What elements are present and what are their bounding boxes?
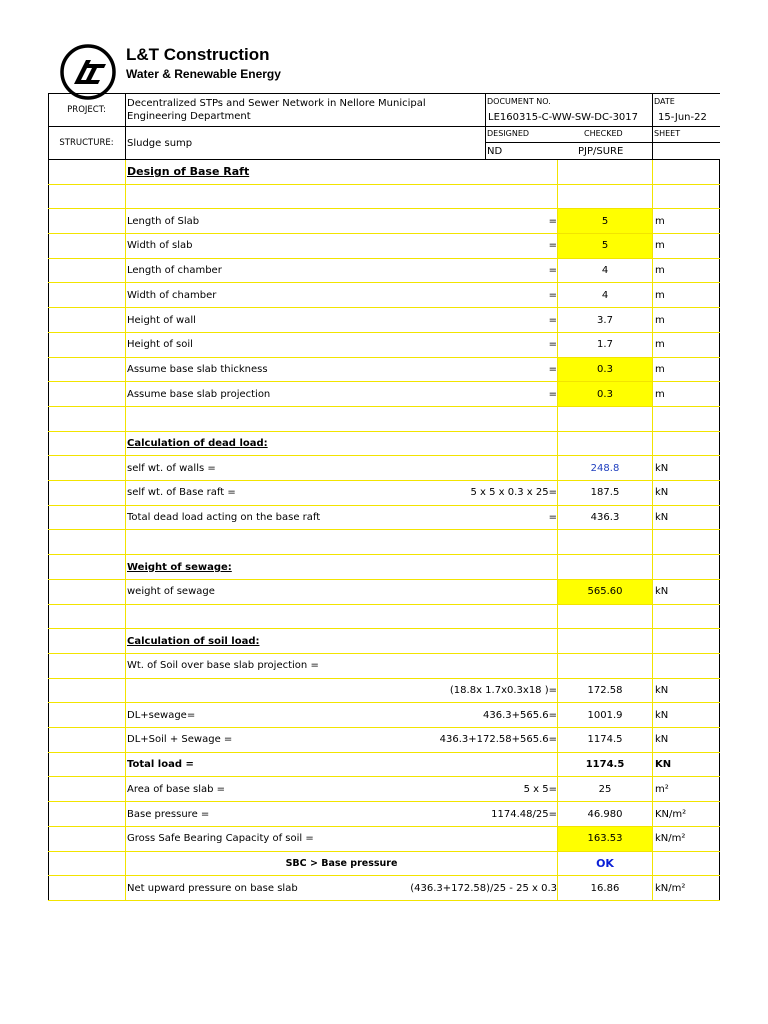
row-value: 163.53: [558, 827, 652, 851]
table-row: [48, 629, 720, 654]
row-formula: [438, 407, 558, 431]
table-row: [48, 259, 720, 284]
row-formula: 436.3+172.58+565.6=: [439, 734, 557, 746]
row-description: [126, 605, 438, 629]
row-value: 25: [598, 783, 612, 795]
row-description: [126, 185, 438, 209]
row-description: Height of wall: [127, 314, 196, 326]
row-formula: [438, 827, 558, 851]
table-row: [48, 481, 720, 506]
row-unit: m: [655, 289, 665, 301]
row-unit: m: [655, 363, 665, 375]
designed-value: ND: [487, 146, 503, 157]
table-row: [48, 580, 720, 605]
row-description: Design of Base Raft: [127, 165, 250, 179]
row-unit: kN/m²: [655, 833, 686, 845]
row-unit: m²: [655, 783, 669, 795]
row-formula: =: [548, 314, 557, 326]
row-unit: kN: [655, 709, 669, 721]
row-description: Length of Slab: [127, 215, 200, 227]
row-formula: 5 x 5 x 0.3 x 25=: [470, 487, 557, 499]
row-formula: [438, 852, 558, 876]
row-formula: [438, 185, 558, 209]
row-description: self wt. of Base raft =: [127, 487, 236, 499]
row-unit: [652, 555, 720, 579]
row-value: [558, 555, 652, 579]
row-formula: [438, 160, 558, 184]
row-description: Height of soil: [127, 339, 193, 351]
row-description: Net upward pressure on base slab: [127, 882, 298, 894]
row-description: Total load =: [127, 759, 194, 771]
table-row: [48, 728, 720, 753]
row-description: Wt. of Soil over base slab projection =: [127, 660, 319, 672]
table-row: [48, 234, 720, 259]
row-unit: m: [655, 215, 665, 227]
row-description: Calculation of soil load:: [127, 635, 260, 647]
row-formula: =: [548, 388, 557, 400]
row-formula: =: [548, 363, 557, 375]
row-formula: 436.3+565.6=: [482, 709, 557, 721]
row-formula: [438, 432, 558, 456]
row-value: 187.5: [590, 487, 620, 499]
row-value: 1174.5: [585, 759, 625, 771]
row-value: 1174.5: [587, 734, 623, 746]
table-row: [48, 432, 720, 457]
document-no-value: LE160315-C-WW-SW-DC-3017: [488, 112, 639, 123]
row-description: self wt. of walls =: [127, 462, 216, 474]
table-row: [48, 209, 720, 234]
row-description: Width of chamber: [127, 289, 217, 301]
table-row: [48, 358, 720, 383]
row-description: Weight of sewage:: [127, 561, 232, 573]
table-row: [48, 605, 720, 630]
row-description: Gross Safe Bearing Capacity of soil =: [127, 833, 314, 845]
table-row: [48, 876, 720, 901]
row-unit: KN/m²: [655, 808, 687, 820]
row-unit: [652, 654, 720, 678]
table-row: [48, 284, 720, 309]
row-description: [126, 679, 438, 703]
row-unit: [652, 185, 720, 209]
table-row: [48, 827, 720, 852]
row-formula: [438, 555, 558, 579]
check-status-badge: OK: [596, 856, 614, 870]
row-description: Assume base slab projection: [127, 388, 271, 400]
row-description: Calculation of dead load:: [127, 438, 268, 450]
row-unit: [652, 160, 720, 184]
row-description: Assume base slab thickness: [127, 363, 268, 375]
table-row: [48, 555, 720, 580]
row-unit: m: [655, 314, 665, 326]
row-formula: [438, 629, 558, 653]
row-description: Length of chamber: [127, 265, 222, 277]
row-formula: =: [548, 265, 557, 277]
row-description: Base pressure =: [127, 808, 210, 820]
row-value: 5: [558, 234, 652, 258]
row-value: [558, 629, 652, 653]
date-label: DATE: [654, 97, 675, 106]
row-formula: [438, 580, 558, 604]
row-unit: KN: [655, 759, 672, 771]
row-formula: =: [548, 215, 557, 227]
row-formula: [438, 605, 558, 629]
row-value: 0.3: [558, 382, 652, 406]
row-unit: kN: [655, 512, 669, 524]
table-row: [48, 852, 720, 877]
row-value: 16.86: [590, 882, 620, 894]
row-unit: kN: [655, 734, 669, 746]
row-formula: (436.3+172.58)/25 - 25 x 0.3: [410, 882, 557, 894]
row-value: [558, 160, 652, 184]
table-row: [48, 679, 720, 704]
row-formula: [438, 654, 558, 678]
row-formula: =: [548, 339, 557, 351]
table-row: [48, 456, 720, 481]
date-value: 15-Jun-22: [658, 112, 707, 123]
row-unit: kN: [655, 487, 669, 499]
row-formula: =: [548, 289, 557, 301]
row-formula: (18.8x 1.7x0.3x18 )=: [449, 685, 557, 697]
row-value: [558, 185, 652, 209]
row-formula: [438, 456, 558, 480]
row-unit: [652, 407, 720, 431]
row-value: 248.8: [590, 462, 620, 474]
row-unit: [652, 605, 720, 629]
row-unit: [652, 852, 720, 876]
table-row: [48, 506, 720, 531]
row-value: [558, 605, 652, 629]
checked-label: CHECKED: [584, 129, 623, 138]
project-label: PROJECT:: [67, 104, 106, 115]
table-row: [48, 802, 720, 827]
row-value: 5: [558, 209, 652, 233]
row-unit: [652, 432, 720, 456]
calculation-sheet: [48, 160, 720, 901]
designed-label: DESIGNED: [487, 129, 530, 138]
table-row: [48, 185, 720, 210]
row-unit: m: [655, 265, 665, 277]
row-unit: kN/m²: [655, 882, 686, 894]
row-value: [558, 531, 652, 555]
row-description: Area of base slab =: [127, 783, 226, 795]
row-description: Total dead load acting on the base raft: [127, 512, 321, 524]
row-value: 565.60: [558, 580, 652, 604]
sheet-label: SHEET: [654, 129, 681, 138]
row-value: 46.980: [587, 808, 623, 820]
structure-value: Sludge sump: [127, 137, 193, 149]
table-row: [48, 703, 720, 728]
table-row: [48, 160, 720, 185]
row-value: 3.7: [597, 314, 613, 326]
lt-logo-icon: [60, 44, 116, 100]
company-name: L&T Construction: [126, 45, 270, 64]
row-unit: m: [655, 339, 665, 351]
table-row: [48, 382, 720, 407]
row-value: 4: [601, 289, 609, 301]
row-unit: [652, 629, 720, 653]
row-value: [558, 407, 652, 431]
row-unit: [652, 531, 720, 555]
row-value: [558, 432, 652, 456]
row-value: 436.3: [590, 512, 620, 524]
row-formula: 1174.48/25=: [491, 808, 557, 820]
row-value: 172.58: [587, 685, 623, 697]
row-unit: kN: [655, 462, 669, 474]
row-value: 1.7: [597, 339, 613, 351]
row-formula: =: [548, 240, 557, 252]
row-description: [126, 531, 438, 555]
table-row: [48, 778, 720, 803]
document-no-label: DOCUMENT NO.: [487, 97, 551, 106]
checked-value: PJP/SURE: [578, 146, 624, 157]
row-formula: 5 x 5=: [523, 783, 557, 795]
table-row: [48, 308, 720, 333]
table-row: [48, 654, 720, 679]
table-row: [48, 333, 720, 358]
row-unit: m: [655, 240, 665, 252]
row-description: Width of slab: [127, 240, 193, 252]
table-row: [48, 753, 720, 778]
row-unit: m: [655, 388, 665, 400]
structure-label: STRUCTURE:: [59, 138, 114, 148]
row-description: SBC > Base pressure: [285, 857, 398, 869]
company-division: Water & Renewable Energy: [126, 67, 281, 81]
row-unit: kN: [655, 586, 669, 598]
row-value: 0.3: [558, 358, 652, 382]
row-formula: =: [548, 512, 557, 524]
row-description: [126, 407, 438, 431]
table-row: [48, 407, 720, 432]
row-value: 4: [601, 265, 609, 277]
row-formula: [438, 531, 558, 555]
row-description: DL+sewage=: [127, 709, 196, 721]
row-description: DL+Soil + Sewage =: [127, 734, 233, 746]
document-header: [48, 93, 720, 160]
row-unit: kN: [655, 685, 669, 697]
row-value: [558, 654, 652, 678]
row-formula: [438, 753, 558, 777]
row-description: weight of sewage: [127, 586, 215, 598]
table-row: [48, 531, 720, 556]
row-value: 1001.9: [587, 709, 623, 721]
project-value: Decentralized STPs and Sewer Network in Nellore Municipal Engineering Department: [127, 98, 426, 122]
